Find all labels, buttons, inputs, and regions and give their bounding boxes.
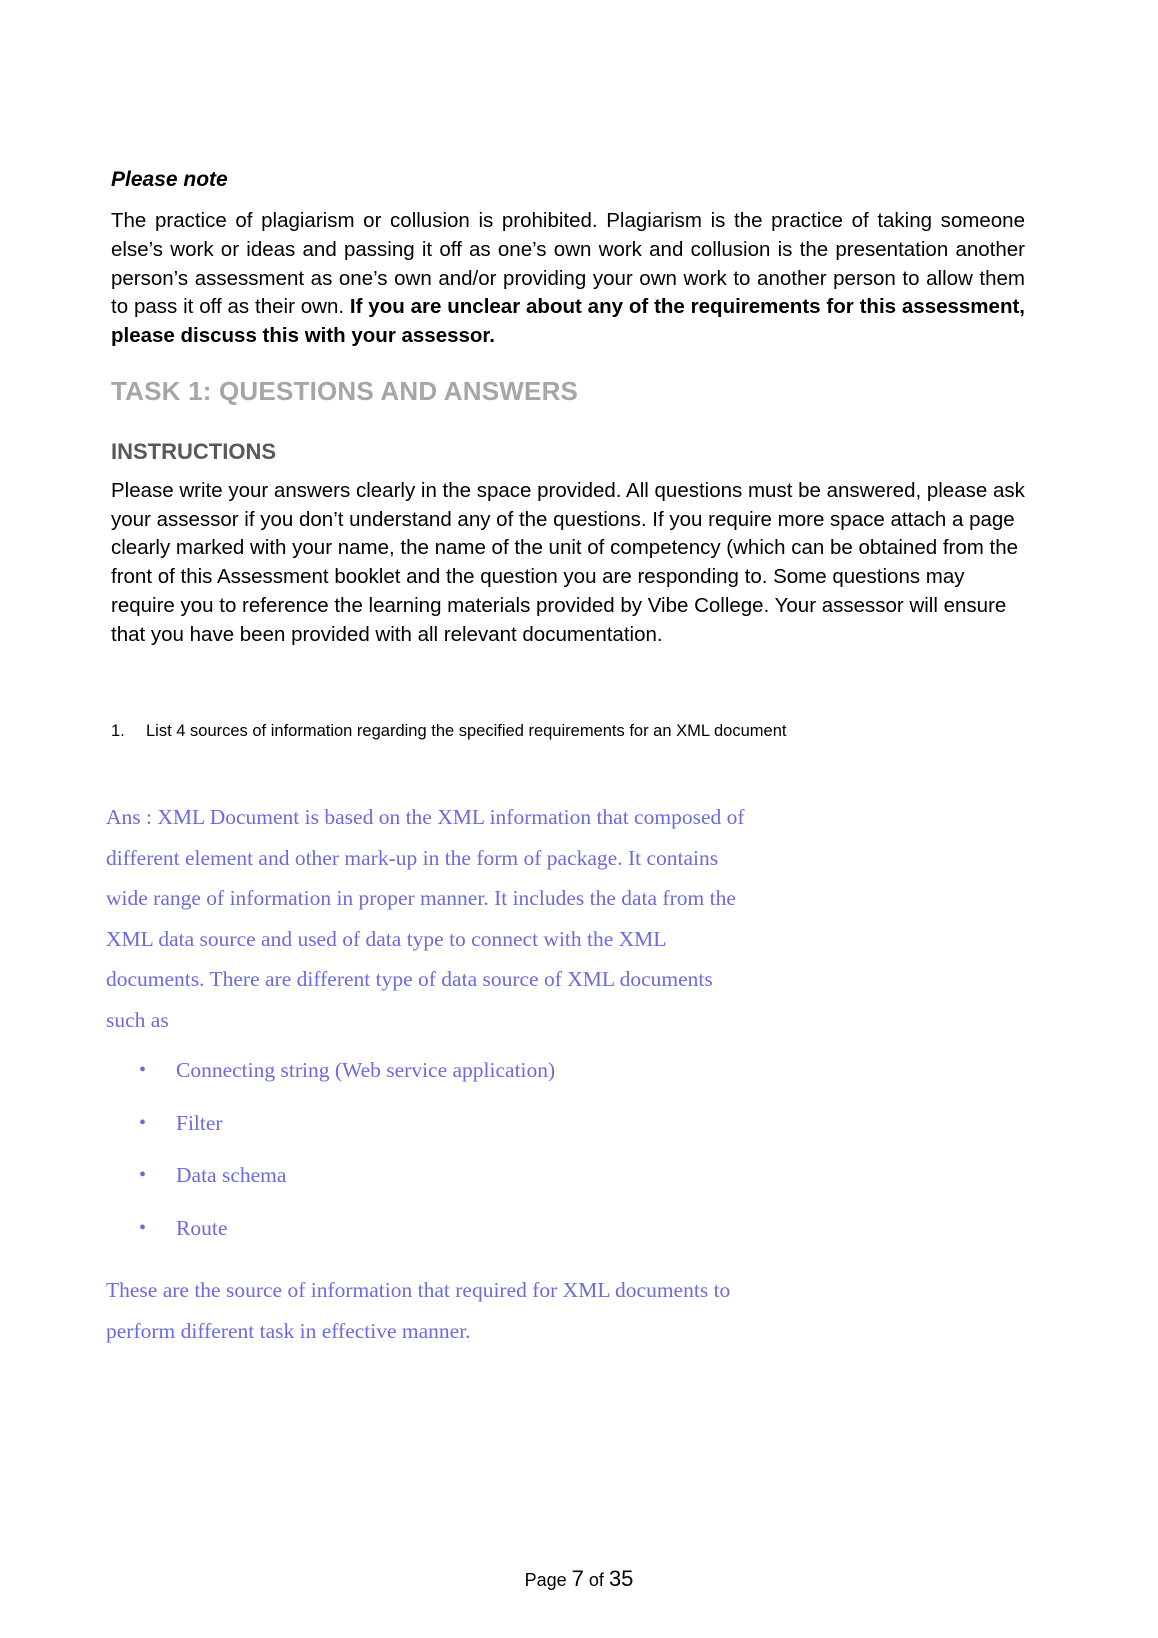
list-item (106, 1208, 746, 1261)
page-footer (0, 1566, 1158, 1592)
note-body (111, 207, 1025, 351)
bullet-icon: • (139, 1164, 147, 1186)
task-title: TASK 1: QUESTIONS AND ANSWERS (111, 376, 579, 406)
page-current: 7 (571, 1566, 584, 1591)
answer-bullet-list (106, 1050, 746, 1260)
list-item (106, 1155, 746, 1208)
list-item-text: Filter (176, 1110, 223, 1135)
question-1 (111, 722, 786, 741)
page-of-label: of (588, 1570, 604, 1590)
question-text: List 4 sources of information regarding the specified requirements for an XML document (146, 722, 787, 740)
list-item-text: Route (176, 1215, 228, 1240)
bullet-icon: • (139, 1111, 147, 1134)
list-item-text: Connecting string (Web service application) (176, 1058, 556, 1082)
answer-intro: Ans : XML Document is based on the XML information that composed of different element and other mark-up in the form of package. It contains wide range of information in proper manner. It includes the data from the XML data source and used of data type to connect with the XML documents. There are different type of data source of XML documents such as (106, 805, 745, 1032)
note-body-text: The practice of plagiarism or collusion is prohibited. Plagiarism is the practice of taking someone else’s work or ideas and passing it off as one’s own work and collusion is the presentation another person’s assessment as one’s own and/or providing your own work to another person to allow them to pass it off as their own. (111, 209, 1025, 319)
page-total: 35 (608, 1566, 634, 1591)
answer-closing: These are the source of information that required for XML documents to perform different task in effective manner. (106, 1278, 731, 1343)
instructions-body: Please write your answers clearly in the space provided. All questions must be answered, please ask your assessor if you don’t understand any of the questions. If you require more space attach a page clearly marked with your name, the name of the unit of competency (which can be obtained from the front of this Assessment booklet and the question you are responding to. Some questions may require you to reference the learning materials provided by Vibe College. Your assessor will ensure that you have been provided with all relevant documentation. (111, 479, 1025, 646)
question-number: 1. (111, 722, 125, 740)
bullet-icon: • (139, 1059, 147, 1081)
instructions-title: INSTRUCTIONS (111, 439, 276, 464)
list-item-text: Data schema (176, 1163, 287, 1187)
answer-block (106, 797, 746, 1351)
list-item (106, 1050, 746, 1103)
bullet-icon: • (139, 1216, 147, 1239)
note-body-bold-text: If you are unclear about any of the requirements for this assessment, please discuss this with your assessor. (111, 295, 1025, 348)
note-heading: Please note (111, 168, 228, 191)
list-item (106, 1103, 746, 1156)
page-label: Page (524, 1570, 567, 1590)
